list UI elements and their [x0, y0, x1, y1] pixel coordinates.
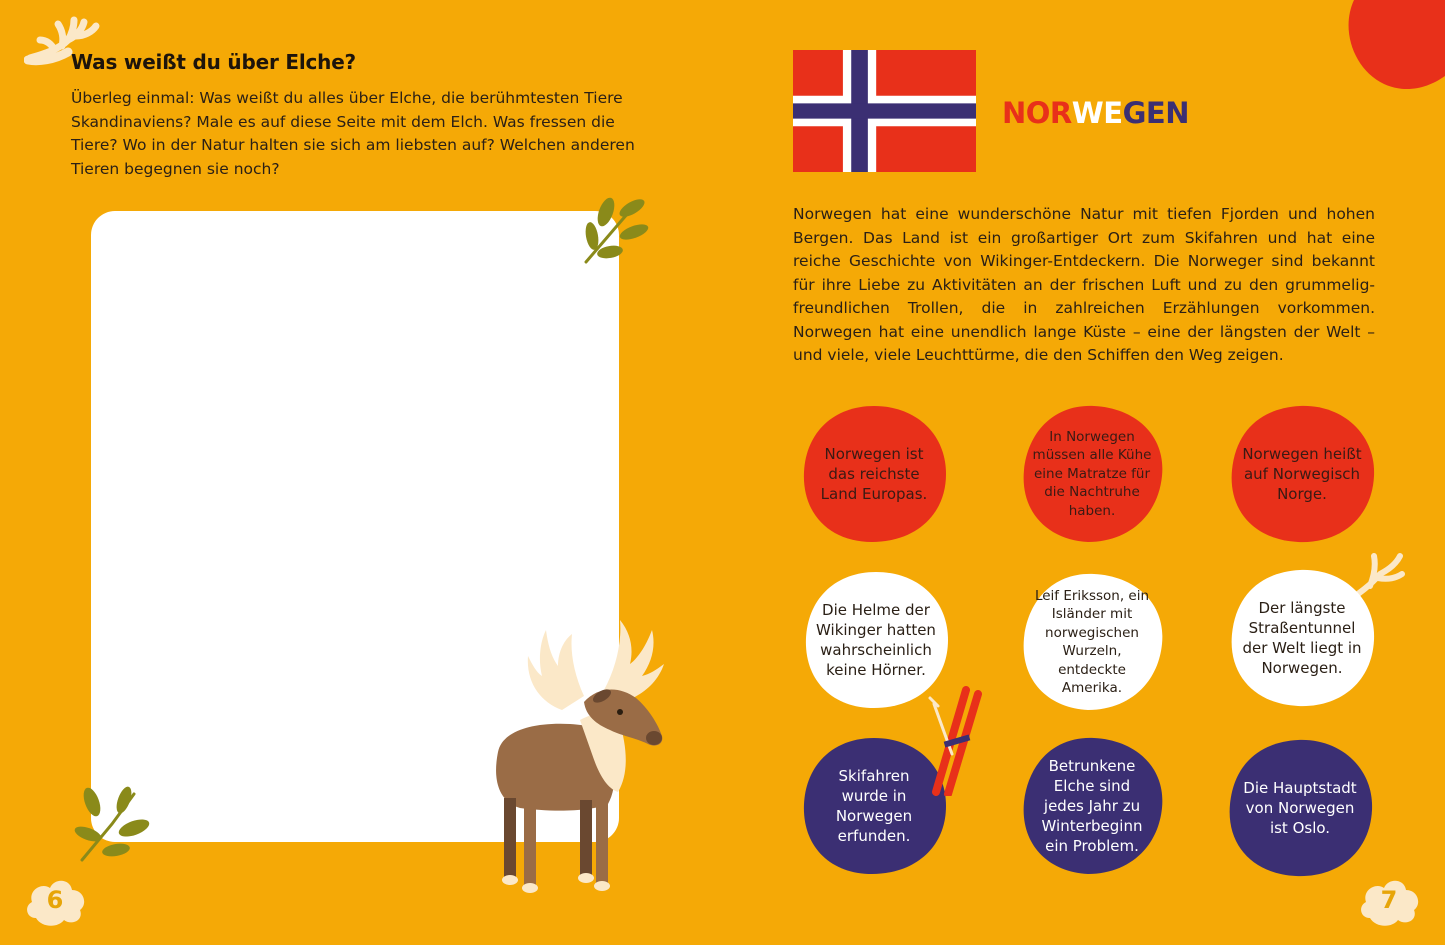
page-number: 7 — [1380, 886, 1398, 914]
fact-bubble — [800, 404, 948, 544]
page-number: 6 — [46, 886, 64, 914]
red-blob-icon — [1344, 0, 1445, 92]
fact-text: Norwegen ist das reichste Land Europas. — [820, 445, 928, 503]
norway-flag — [793, 50, 976, 172]
left-page — [0, 0, 722, 945]
moose-illustration — [480, 612, 690, 902]
title-part: NOR — [1002, 96, 1072, 130]
fact-bubble — [1018, 736, 1166, 876]
page-heading: Was weißt du über Elche? — [71, 50, 356, 74]
fact-text: Leif Eriksson, ein Isländer mit norwegischen Wurzeln, entdeckte Amerika. — [1034, 587, 1150, 696]
page-number-badge — [22, 872, 88, 928]
intro-text: Überleg einmal: Was weißt du alles über Elche, die berühmtesten Tiere Skandinaviens? Male es auf diese Seite mit dem Elch. Was fressen die Tiere? Wo in der Natur halten sie sich am liebsten auf? Welchen anderen Tieren begegnen sie noch? — [71, 89, 635, 178]
fact-text: Die Helme der Wikinger hatten wahrscheinlich keine Hörner. — [816, 601, 936, 679]
fact-text: Die Hauptstadt von Norwegen ist Oslo. — [1243, 779, 1357, 837]
fact-text: Der längste Straßentunnel der Welt liegt in Norwegen. — [1242, 599, 1362, 677]
country-title — [1002, 96, 1189, 130]
fact-bubble — [1018, 572, 1166, 712]
page-number-badge — [1356, 872, 1422, 928]
fact-text: Norwegen heißt auf Norwegisch Norge. — [1242, 445, 1362, 503]
fact-bubble — [1018, 404, 1166, 544]
leaf-branch-icon — [72, 782, 152, 866]
ski-icon — [926, 684, 986, 796]
title-part: GEN — [1122, 96, 1189, 130]
fact-text: Betrunkene Elche sind jedes Jahr zu Winterbeginn ein Problem. — [1041, 757, 1143, 855]
fact-bubble — [1228, 404, 1376, 544]
fact-text: Skifahren wurde in Norwegen erfunden. — [835, 767, 913, 845]
fact-text: In Norwegen müssen alle Kühe eine Matratze für die Nachtruhe haben. — [1032, 428, 1152, 519]
body-text: Norwegen hat eine wunderschöne Natur mit tiefen Fjorden und hohen Bergen. Das Land ist ein großartiger Ort zum Skifahren und hat eine reiche Geschichte von Wikinger-Entdeckern. Die Norweger sind bekannt für ihre Liebe zu Aktivitäten an der frischen Luft und zu den grummelig-freundlichen Trollen, die in zahlreichen Erzählungen vorkommen. Norwegen hat eine unendlich lange Küste – eine der längsten der Welt – und viele, viele Leuchttürme, die den Schiffen den Weg zeigen. — [793, 205, 1375, 364]
leaf-branch-icon — [578, 194, 652, 270]
fact-bubble — [1228, 568, 1376, 708]
fact-bubble — [1226, 738, 1374, 878]
title-part: WE — [1071, 96, 1123, 130]
